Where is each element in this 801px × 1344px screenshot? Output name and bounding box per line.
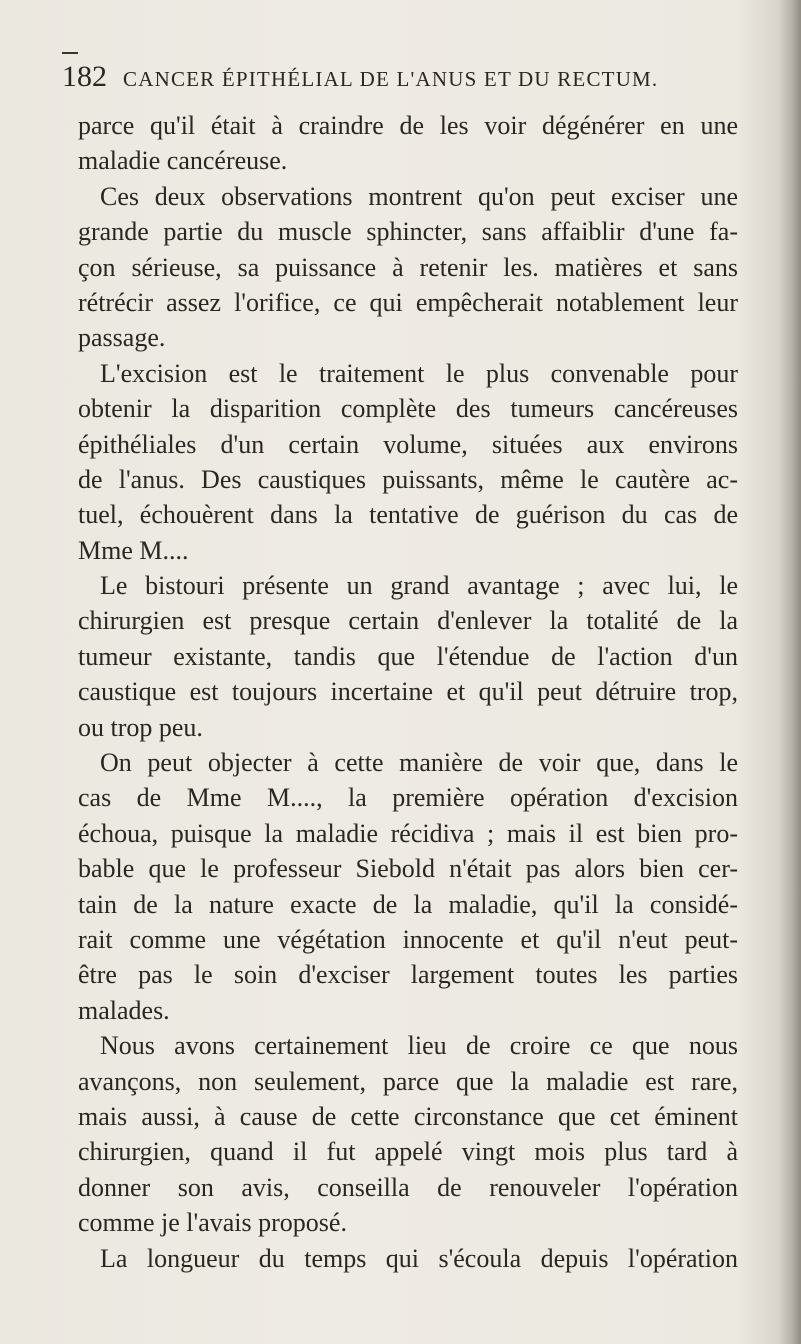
text-line: Le bistouri présente un grand avantage ; avec lui, le bbox=[100, 571, 738, 601]
text-line: cas de Mme M...., la première opération d'excision bbox=[78, 783, 738, 813]
text-line: rétrécir assez l'orifice, ce qui empêcherait notablement leur bbox=[78, 287, 738, 317]
running-title: CANCER ÉPITHÉLIAL DE L'ANUS ET DU RECTUM. bbox=[123, 67, 659, 91]
text-line: de l'anus. Des caustiques puissants, même le cautère ac- bbox=[78, 464, 738, 494]
text-line: bable que le professeur Siebold n'était pas alors bien cer- bbox=[78, 854, 738, 884]
body-text bbox=[78, 108, 738, 1276]
text-line: caustique est toujours incertaine et qu'il peut détruire trop, bbox=[78, 677, 738, 707]
text-line: passage. bbox=[78, 323, 166, 353]
text-line: parce qu'il était à craindre de les voir dégénérer en une bbox=[78, 111, 738, 140]
text-line: tain de la nature exacte de la maladie, qu'il la considé- bbox=[78, 889, 738, 919]
text-line: comme je l'avais proposé. bbox=[78, 1208, 347, 1238]
text-line: être pas le soin d'exciser largement toutes les parties bbox=[78, 960, 738, 990]
text-line: Mme M.... bbox=[78, 535, 189, 565]
text-line: On peut objecter à cette manière de voir que, dans le bbox=[100, 748, 738, 778]
page-header bbox=[62, 60, 752, 100]
text-line: obtenir la disparition complète des tumeurs cancéreuses bbox=[78, 394, 738, 424]
text-line: ou trop peu. bbox=[78, 712, 203, 742]
text-line: avançons, non seulement, parce que la maladie est rare, bbox=[78, 1066, 738, 1096]
text-line: Ces deux observations montrent qu'on peut exciser une bbox=[100, 181, 738, 211]
top-dash-mark bbox=[62, 52, 78, 54]
text-line: tuel, échouèrent dans la tentative de guérison du cas de bbox=[78, 500, 738, 530]
text-line: chirurgien, quand il fut appelé vingt mois plus tard à bbox=[78, 1137, 738, 1167]
text-line: tumeur existante, tandis que l'étendue de l'action d'un bbox=[78, 641, 738, 671]
text-line: échoua, puisque la maladie récidiva ; mais il est bien pro- bbox=[78, 818, 738, 848]
page-edge-shadow bbox=[779, 0, 801, 1344]
page-number: 182 bbox=[62, 60, 107, 93]
text-line: rait comme une végétation innocente et qu'il n'eut peut- bbox=[78, 924, 738, 954]
text-line: malades. bbox=[78, 995, 170, 1025]
text-line: mais aussi, à cause de cette circonstance que cet éminent bbox=[78, 1101, 738, 1131]
text-line: grande partie du muscle sphincter, sans affaiblir d'une fa- bbox=[78, 217, 738, 247]
text-line: L'excision est le traitement le plus convenable pour bbox=[100, 358, 738, 388]
text-line: épithéliales d'un certain volume, situées aux environs bbox=[78, 429, 738, 459]
text-line: chirurgien est presque certain d'enlever la totalité de la bbox=[78, 606, 738, 636]
text-line: maladie cancéreuse. bbox=[78, 146, 288, 176]
text-line: Nous avons certainement lieu de croire ce que nous bbox=[100, 1031, 738, 1061]
text-line: donner son avis, conseilla de renouveler l'opération bbox=[78, 1172, 738, 1202]
text-line: çon sérieuse, sa puissance à retenir les. matières et sans bbox=[78, 252, 738, 282]
text-line: La longueur du temps qui s'écoula depuis l'opération bbox=[100, 1243, 738, 1273]
